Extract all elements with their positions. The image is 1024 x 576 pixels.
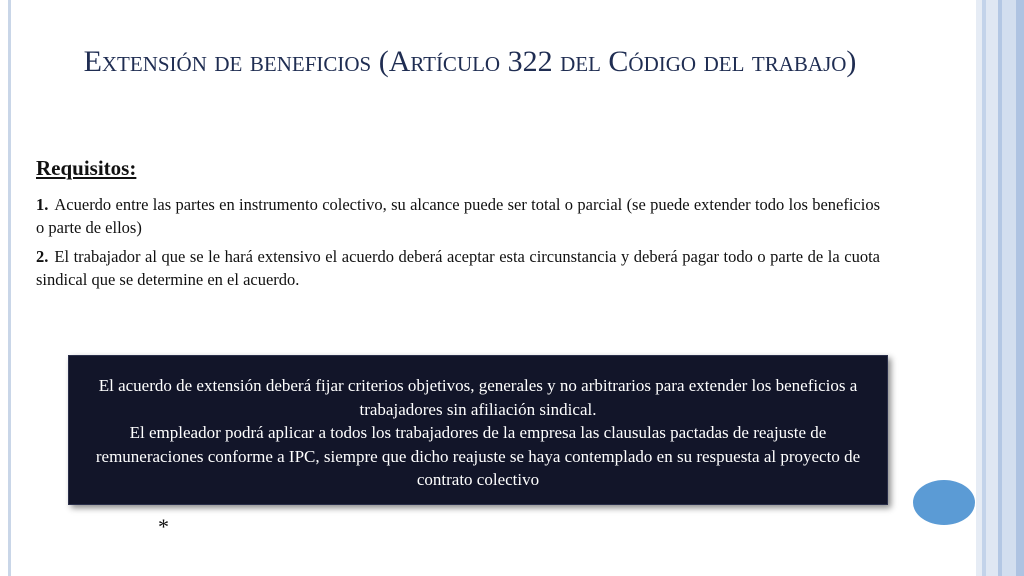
right-decorative-stripes: [976, 0, 1024, 576]
slide-nav-oval-button[interactable]: [913, 480, 975, 525]
left-border-line: [8, 0, 11, 576]
footnote-asterisk: *: [158, 514, 169, 539]
callout-box: [68, 355, 888, 505]
requirement-text: Acuerdo entre las partes en instrumento colectivo, su alcance puede ser total o parcial (se puede extender todo los beneficios o parte de ellos): [36, 195, 880, 237]
requirements-heading: Requisitos:: [36, 156, 137, 180]
requirement-item-2: [36, 245, 880, 291]
callout-paragraph-2: El empleador podrá aplicar a todos los trabajadores de la empresa las clausulas pactadas de reajuste de remuneraciones conforme a IPC, siempre que dicho reajuste se haya contemplado en su respuesta al proyecto de contrato colectivo: [95, 423, 861, 489]
requirement-item-1: [36, 193, 880, 239]
slide-title: Extensión de beneficios (Artículo 322 del Código del trabajo): [83, 45, 857, 78]
callout-paragraph-1: El acuerdo de extensión deberá fijar criterios objetivos, generales y no arbitrarios para extender los beneficios a trabajadores sin afiliación sindical.: [98, 376, 858, 419]
requirement-number: 2.: [36, 247, 49, 266]
requirement-text: El trabajador al que se le hará extensivo el acuerdo deberá aceptar esta circunstancia y deberá pagar todo o parte de la cuota sindical que se determine en el acuerdo.: [36, 247, 880, 289]
requirement-number: 1.: [36, 195, 49, 214]
